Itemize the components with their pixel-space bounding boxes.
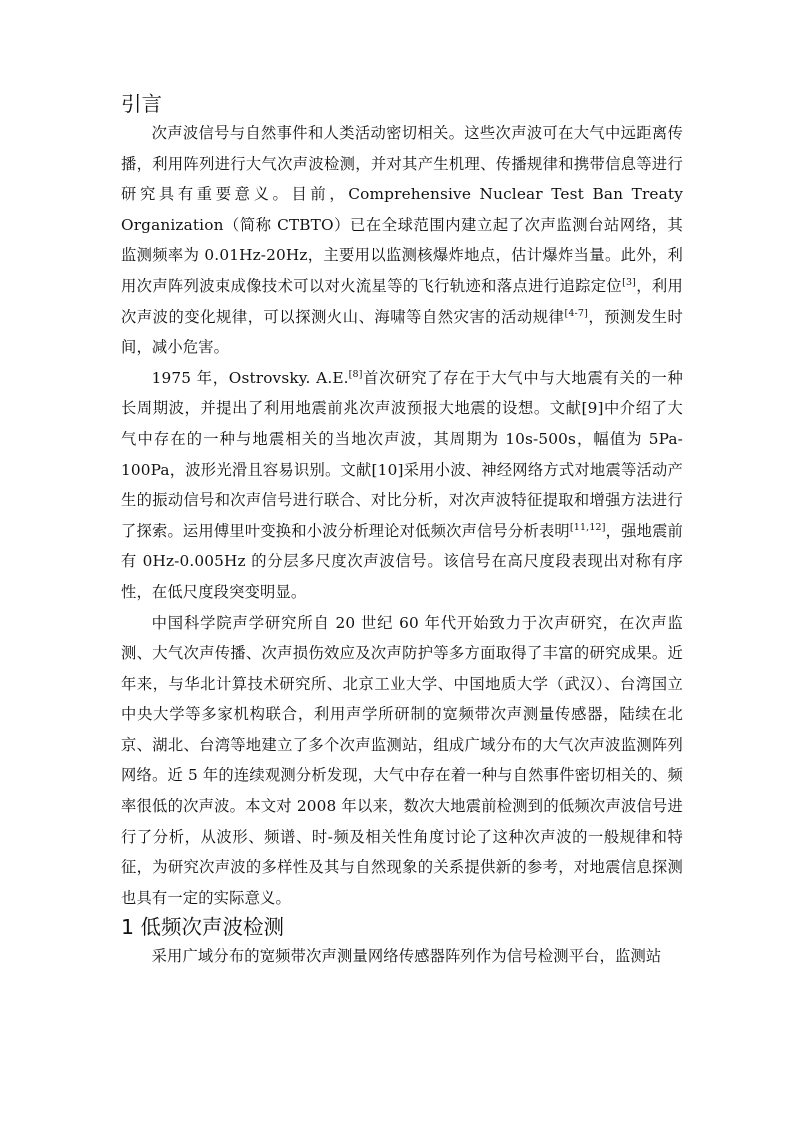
- citation-ref: [8]: [348, 368, 363, 380]
- paragraph-text: ，强地震前有 0Hz-0.005Hz 的分层多尺度次声波信号。该信号在高尺度段表现出对称有序性，在低尺度段突变明显。: [121, 521, 683, 601]
- intro-paragraph-2: [121, 363, 683, 608]
- citation-ref: [3]: [622, 276, 637, 288]
- section-heading-1: 1 低频次声波检测: [121, 915, 285, 940]
- paragraph-text: 1975 年，Ostrovsky. A.E.: [151, 368, 349, 387]
- paragraph-text: ，利用次声波的变化规律，可以探测火山、海啸等自然灾害的活动规律: [121, 276, 683, 326]
- section1-paragraph-1: 采用广域分布的宽频带次声测量网络传感器阵列作为信号检测平台，监测站: [151, 947, 662, 966]
- document-body: [121, 90, 683, 972]
- paragraph-text: 首次研究了存在于大气中与大地震有关的一种长周期波，并提出了利用地震前兆次声波预报大地震的设想。文献[9]中介绍了大气中存在的一种与地震相关的当地次声波，其周期为 10s-500s，幅值为 5Pa-100Pa，波形光滑且容易识别。文献[10]采用小波、神经网络方式对地震等活动产生的振动信号和次声信号进行联合、对比分析，对次声波特征提取和增强方法进行了探索。运用傅里叶变换和小波分析理论对低频次声信号分析表明: [121, 368, 683, 540]
- intro-paragraph-1: [121, 118, 683, 363]
- paragraph-text: 次声波信号与自然事件和人类活动密切相关。这些次声波可在大气中远距离传播，利用阵列进行大气次声波检测，并对其产生机理、传播规律和携带信息等进行研究具有重要意义。目前，Comprehensive Nuclear Test Ban Treaty Organization（简称 CTBTO）已在全球范围内建立起了次声监测台站网络，其监测频率为 0.01Hz-20Hz，主要用以监测核爆炸地点，估计爆炸当量。此外，利用次声阵列波束成像技术可以对火流星等的飞行轨迹和落点进行追踪定位: [121, 124, 683, 295]
- section-heading-introduction: 引言: [121, 92, 162, 116]
- intro-paragraph-3: 中国科学院声学研究所自 20 世纪 60 年代开始致力于次声研究，在次声监测、大气次声传播、次声损伤效应及次声防护等多方面取得了丰富的研究成果。近年来，与华北计算技术研究所、北京工业大学、中国地质大学（武汉）、台湾国立中央大学等多家机构联合，利用声学所研制的宽频带次声测量传感器，陆续在北京、湖北、台湾等地建立了多个次声监测站，组成广域分布的大气次声波监测阵列网络。近 5 年的连续观测分析发现，大气中存在着一种与自然事件密切相关的、频率很低的次声波。本文对 2008 年以来，数次大地震前检测到的低频次声波信号进行了分析，从波形、频谱、时-频及相关性角度讨论了这种次声波的一般规律和特征，为研究次声波的多样性及其与自然现象的关系提供新的参考，对地震信息探测也具有一定的实际意义。: [121, 613, 683, 907]
- citation-ref: [4-7]: [564, 307, 588, 319]
- citation-ref: [11,12]: [569, 521, 606, 533]
- paragraph-text: ，预测发生时间，减小危害。: [121, 307, 684, 357]
